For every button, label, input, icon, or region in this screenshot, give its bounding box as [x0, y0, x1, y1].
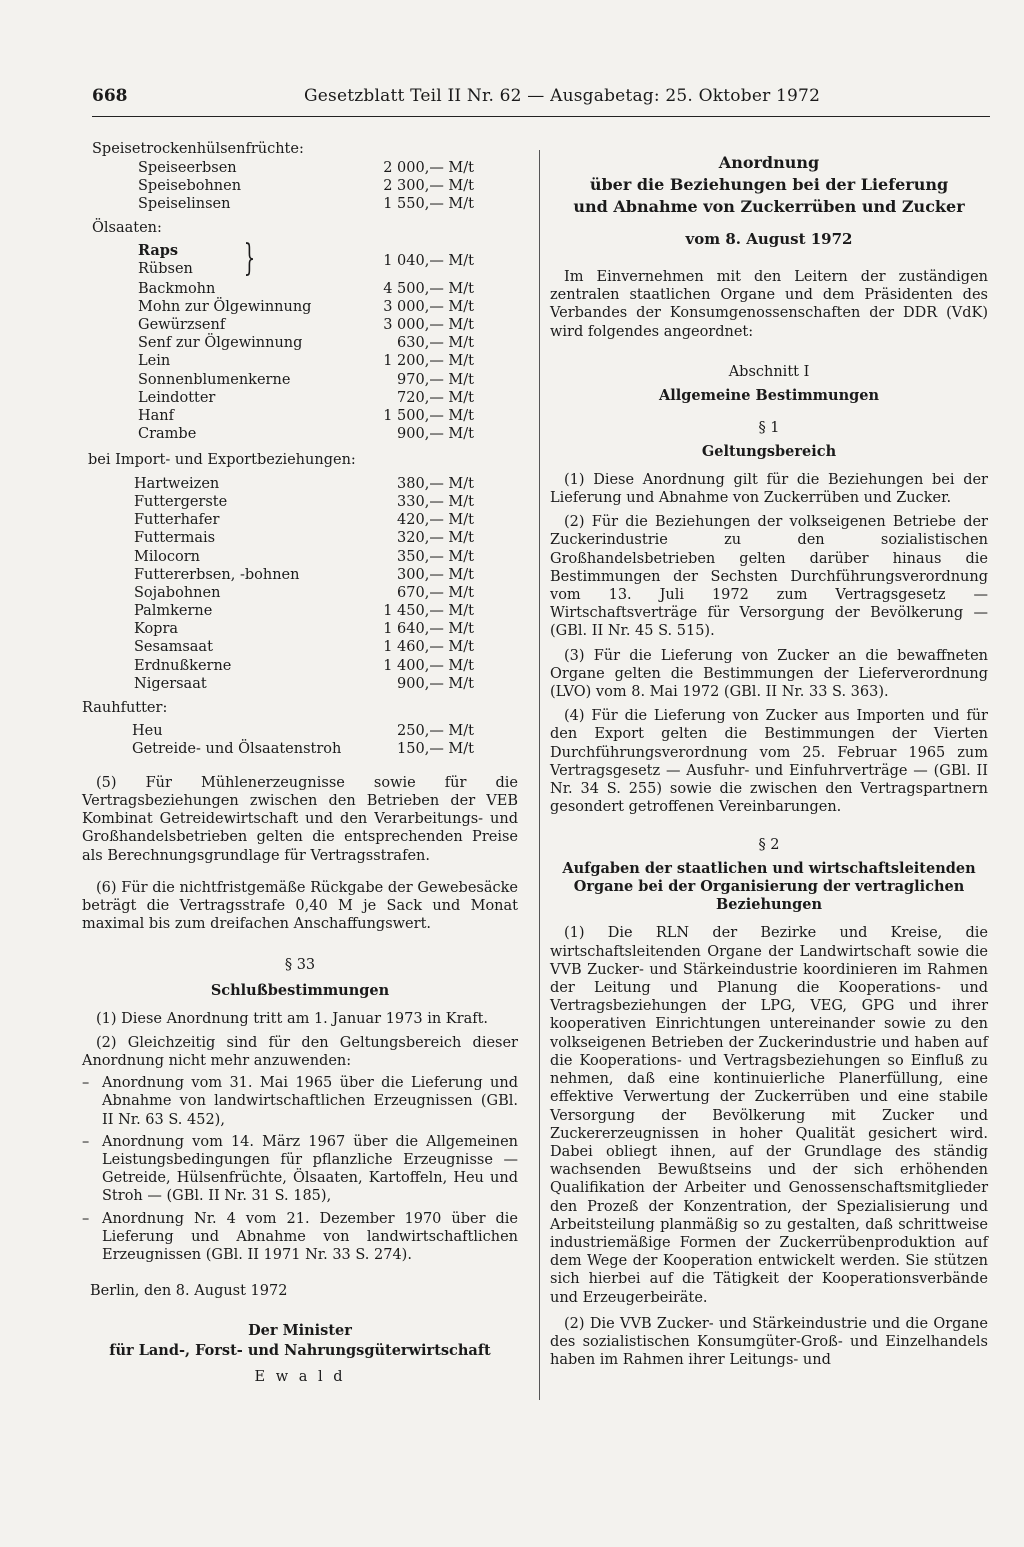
price-row [82, 334, 518, 352]
product-label: Kopra [134, 621, 179, 638]
ordinance-title: Anordnung [718, 153, 820, 172]
price-row [82, 675, 518, 693]
product-label: Hanf [138, 407, 174, 424]
price-row [82, 620, 518, 638]
section-title: Aufgaben der staatlichen und wirtschaftsleitenden Organe bei der Organisierung der vertraglichen Beziehungen [562, 860, 976, 914]
price-list [82, 159, 518, 214]
section-number: § 2 [758, 837, 780, 854]
product-price: 350,— M/t [397, 548, 474, 565]
product-price: 1 460,— M/t [383, 639, 474, 656]
product-label: Palmkerne [134, 603, 213, 620]
price-row [82, 493, 518, 511]
product-label: Nigersaat [134, 675, 207, 692]
page-header [92, 86, 990, 117]
paragraph: (3) Für die Lieferung von Zucker an die bewaffneten Organe gelten die Bestimmungen der Lieferverordnung (LVO) vom 8. Mai 1972 (GBl. II Nr. 33 S. 363). [550, 647, 988, 701]
brace-glyph: } [243, 237, 256, 279]
price-group-title: Rauhfutter: [82, 700, 168, 716]
product-price: 1 550,— M/t [383, 195, 474, 212]
product-label: Futterhafer [134, 512, 220, 529]
product-label: Crambe [138, 426, 197, 443]
price-row [82, 566, 518, 584]
price-group-import-export [82, 451, 518, 693]
product-price: 3 000,— M/t [383, 316, 474, 333]
signatory-department: für Land-, Forst- und Nahrungsgüterwirtschaft [109, 1342, 491, 1360]
price-row [82, 511, 518, 529]
section-number: § 1 [758, 419, 780, 436]
price-row [82, 740, 518, 758]
price-row [82, 638, 518, 656]
paragraph-5: (5) Für Mühlenerzeugnisse sowie für die Vertragsbeziehungen zwischen den Betrieben der VEB Kombinat Getreidewirtschaft und den Verarbeitungs- und Großhandelsbetrieben gelten die entsprechenden Preise als Berechnungsgrundlage für Vertragsstrafen. [82, 774, 518, 864]
product-price: 900,— M/t [397, 675, 474, 692]
product-label: Leindotter [138, 389, 216, 406]
product-label: Raps [138, 241, 179, 259]
price-row [82, 722, 518, 740]
product-label: Futtergerste [134, 493, 228, 510]
product-price: 1 200,— M/t [383, 353, 474, 370]
price-row [82, 298, 518, 316]
product-price: 1 400,— M/t [383, 657, 474, 674]
product-label: Getreide- und Ölsaatenstroh [132, 740, 342, 757]
product-price: 1 640,— M/t [383, 621, 474, 638]
product-price: 1 450,— M/t [383, 603, 474, 620]
product-price: 150,— M/t [397, 740, 474, 757]
price-row [82, 195, 518, 213]
price-row [82, 584, 518, 602]
price-row [82, 548, 518, 566]
column-divider [539, 150, 540, 1400]
abschnitt-title: Allgemeine Bestimmungen [658, 386, 880, 404]
product-price: 3 000,— M/t [383, 298, 474, 315]
product-label: Sojabohnen [134, 584, 221, 601]
section-title: Schlußbestimmungen [210, 981, 390, 999]
repealed-list [82, 1074, 518, 1264]
ordinance-title: und Abnahme von Zuckerrüben und Zucker [573, 197, 965, 216]
paragraph: (4) Für die Lieferung von Zucker aus Importen und für den Export gelten die Bestimmungen der Vierten Durchführungsverordnung vom 25. Februar 1965 zum Vertragsgesetz — Ausfuhr- und Einfuhrverträge — (GBl. II Nr. 34 S. 255) sowie die zwischen den Vertragspartnern gesondert getroffenen Vereinbarungen. [550, 708, 988, 816]
paragraph: (1) Diese Anordnung gilt für die Beziehungen bei der Lieferung und Abnahme von Zuckerrüben und Zucker. [550, 471, 988, 507]
product-price: 1 500,— M/t [383, 407, 474, 424]
ordinance-date: vom 8. August 1972 [685, 230, 853, 248]
product-price: 4 500,— M/t [383, 280, 474, 297]
price-list [82, 722, 518, 758]
price-row [82, 657, 518, 675]
product-price: 2 300,— M/t [383, 177, 474, 194]
product-price: 970,— M/t [397, 371, 474, 388]
product-label: Gewürzsenf [138, 316, 226, 333]
product-price: 330,— M/t [397, 493, 474, 510]
product-label: Rübsen [138, 260, 193, 277]
right-column [550, 152, 988, 1369]
paragraph: (2) Für die Beziehungen der volkseigenen Betriebe der Zuckerindustrie zu den sozialistischen Großhandelsbetrieben gelten darüber hinaus die Bestimmungen der Sechsten Durchführungsverordnung vom 13. Juli 1972 zum Vertragsgesetz — Wirtschaftsverträge für Versorgung der Bevölkerung — (GBl. II Nr. 45 S. 515). [550, 514, 988, 640]
price-row [82, 371, 518, 389]
price-row [82, 529, 518, 547]
product-label: Speiselinsen [138, 195, 231, 212]
product-price: 380,— M/t [397, 475, 474, 492]
product-price: 670,— M/t [397, 584, 474, 601]
abschnitt-label: Abschnitt I [728, 363, 810, 380]
running-title: Gesetzblatt Teil II Nr. 62 — Ausgabetag: 25. Oktober 1972 [304, 86, 821, 106]
product-price: 2 000,— M/t [383, 159, 474, 176]
price-list [82, 280, 518, 444]
price-group-rauhfutter [82, 699, 518, 758]
product-label: Sesamsaat [134, 639, 213, 656]
price-list [82, 475, 518, 693]
price-row [82, 280, 518, 298]
place-date: Berlin, den 8. August 1972 [90, 1283, 288, 1300]
price-row [82, 602, 518, 620]
price-group-title: bei Import- und Exportbeziehungen: [88, 452, 356, 469]
product-label: Sonnenblumenkerne [138, 371, 291, 388]
price-row [82, 352, 518, 370]
product-label: Milocorn [134, 548, 200, 565]
product-label: Mohn zur Ölgewinnung [138, 298, 312, 315]
price-row [82, 425, 518, 443]
price-group-title: Speisetrockenhülsenfrüchte: [92, 141, 304, 157]
product-price: 250,— M/t [397, 722, 474, 739]
product-label: Backmohn [138, 280, 216, 297]
paragraph: (2) Die VVB Zucker- und Stärkeindustrie und die Organe des sozialistischen Konsumgüter-Groß- und Einzelhandels haben im Rahmen ihrer Leitungs- und [550, 1315, 988, 1369]
list-item: – Anordnung vom 14. März 1967 über die Allgemeinen Leistungsbedingungen für pflanzliche Erzeugnisse — Getreide, Hülsenfrüchte, Ölsaaten, Kartoffeln, Heu und Stroh — (GBl. II Nr. 31 S. 185), [82, 1133, 518, 1206]
list-item: – Anordnung vom 31. Mai 1965 über die Lieferung und Abnahme von landwirtschaftlichen Erzeugnissen (GBl. II Nr. 63 S. 452), [82, 1074, 518, 1129]
braced-price-row [82, 237, 518, 280]
list-item: – Anordnung Nr. 4 vom 21. Dezember 1970 über die Lieferung und Abnahme von landwirtschaftlichen Erzeugnissen (GBl. II 1971 Nr. 33 S. 274). [82, 1210, 518, 1265]
product-label: Lein [138, 353, 171, 370]
product-label: Futtermais [134, 530, 216, 547]
preamble: Im Einvernehmen mit den Leitern der zuständigen zentralen staatlichen Organe und dem Präsidenten des Verbandes der Konsumgenossenschaften der DDR (VdK) wird folgendes angeordnet: [550, 269, 988, 340]
product-label: Senf zur Ölgewinnung [138, 335, 303, 352]
left-column [82, 140, 518, 1386]
final-provision-2: (2) Gleichzeitig sind für den Geltungsbereich dieser Anordnung nicht mehr anzuwenden: [82, 1034, 518, 1069]
paragraph-6: (6) Für die nichtfristgemäße Rückgabe der Gewebesäcke beträgt die Vertragsstrafe 0,40 M je Sack und Monat maximal bis zum dreifachen Anschaffungswert. [82, 879, 518, 933]
signatory-name: E w a l d [254, 1369, 346, 1386]
price-group-title: Ölsaaten: [92, 220, 162, 237]
section-number: § 33 [284, 956, 316, 973]
price-row [82, 316, 518, 334]
product-label: Speiseerbsen [138, 159, 237, 176]
price-row [82, 159, 518, 177]
product-price: 420,— M/t [397, 512, 474, 529]
price-row [82, 389, 518, 407]
product-label: Erdnußkerne [134, 657, 232, 674]
paragraph: (1) Die RLN der Bezirke und Kreise, die wirtschaftsleitenden Organe der Landwirtschaft sowie die VVB Zucker- und Stärkeindustrie koordinieren im Rahmen der Leitung und Planung die Kooperations- und Vertragsbeziehungen der LPG, VEG, GPG und ihrer kooperativen Einrichtungen untereinander sowie zu den volkseigenen Betrieben der Zuckerindustrie und haben auf die Kooperations- und Vertragsbeziehungen so Einfluß zu nehmen, daß eine kontinuierliche Planerfüllung, eine effektive Verwertung der Zuckerrüben und eine stabile Versorgung der Bevölkerung mit Zucker und Zuckererzeugnissen in hoher Qualität gesichert wird. Dabei obliegt ihnen, auf der Grundlage des ständig wachsenden Bewußtseins und der sich erhöhenden Qualifikation der Arbeiter und Genossenschaftsmitglieder den Prozeß der Konzentration, der Spezialisierung und Arbeitsteilung planmäßig so zu gestalten, daß schrittweise industriemäßige Formen der Zuckerrübenproduktion auf dem Wege der Kooperation entwickelt werden. Sie stützen sich hierbei auf die Tätigkeit der Kooperationsverbände und Erzeugerbeiräte. [550, 925, 988, 1306]
product-price: 320,— M/t [397, 530, 474, 547]
price-group-oelsaaten [82, 219, 518, 443]
product-price: 630,— M/t [397, 335, 474, 352]
product-price: 1 040,— M/t [383, 252, 474, 269]
final-provision-1: (1) Diese Anordnung tritt am 1. Januar 1973 in Kraft. [96, 1010, 489, 1027]
price-row [82, 475, 518, 493]
price-group-speise [82, 140, 518, 213]
product-label: Futtererbsen, -bohnen [134, 566, 300, 583]
page-number: 668 [92, 86, 128, 106]
product-label: Speisebohnen [138, 177, 242, 194]
ordinance-title: über die Beziehungen bei der Lieferung [589, 175, 949, 194]
price-row [82, 177, 518, 195]
signatory-title: Der Minister [248, 1322, 352, 1340]
product-price: 720,— M/t [397, 389, 474, 406]
section-title: Geltungsbereich [701, 442, 837, 460]
price-row [82, 407, 518, 425]
product-label: Hartweizen [134, 475, 220, 492]
product-price: 900,— M/t [397, 426, 474, 443]
product-price: 300,— M/t [397, 566, 474, 583]
product-label: Heu [132, 722, 163, 739]
